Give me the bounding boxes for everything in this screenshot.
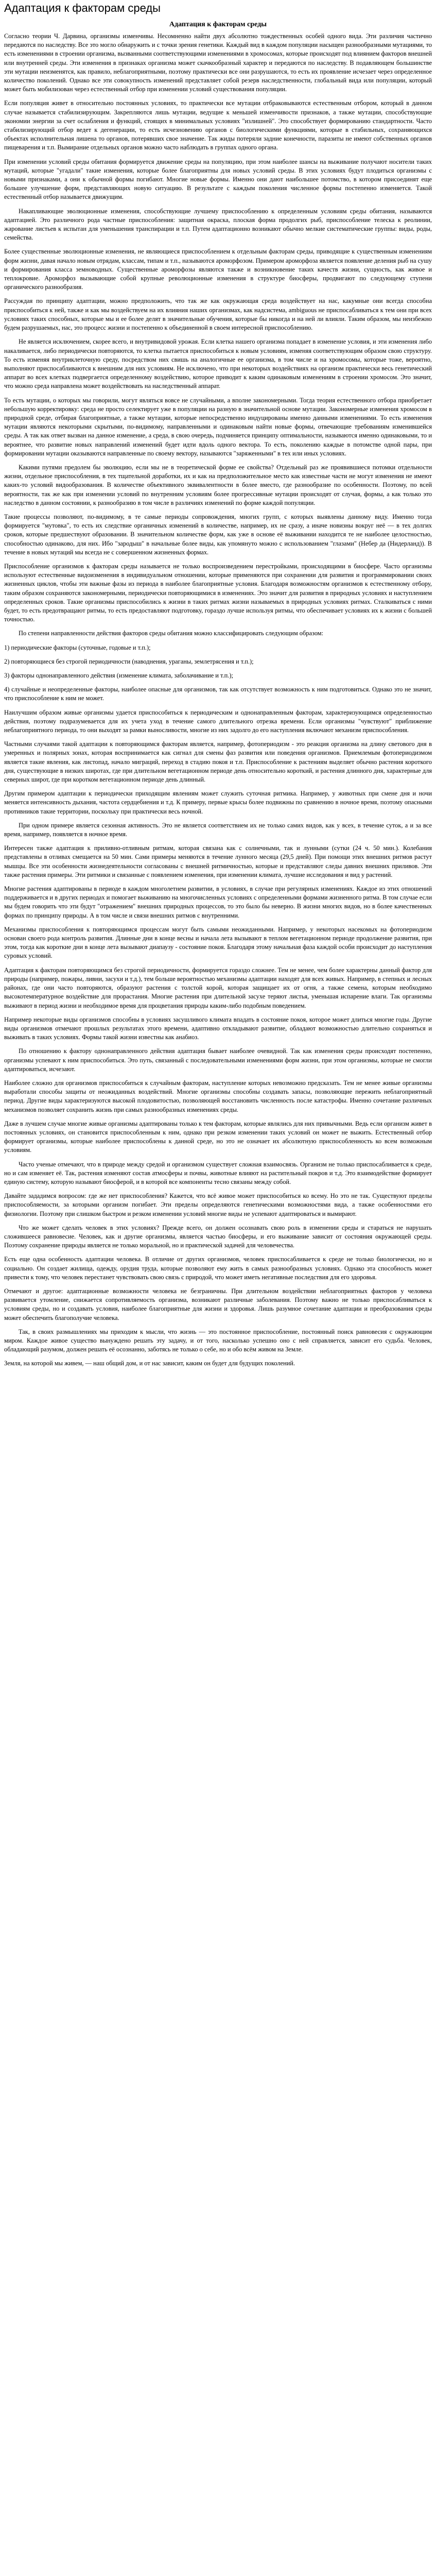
- paragraph: Другим примером адаптации к периодически приходящим явлениям может служить суточная ритмика. Например, у животных при смене дня и ночи меняется интенсивность дыхания, частота сердцебиения и т.д. К примеру, первые крысы более подвижны по сравнению в ночное время, поэтому опасными противников такие территории, поскольку при практически весь ночной.: [4, 790, 432, 815]
- paragraph: Более существенные эволюционные изменения, не являющиеся приспособлением к отдельным факторам среды, приводящие к существенным изменениям форм жизни, давая начало новым отрядам, классам, типам и т.п., называются ароморфозом. Примером ароморфоза является появление деления рыб на сушу и формирования класса земноводных. Существенные ароморфозы являются также и возникновение таких качеств жизни, сущность, как живое и теплокровие. Ароморфоз вызывающие собой крупные революционные изменения в структуре биосферы, продвигают по следующему ступени органического разнообразия.: [4, 248, 432, 291]
- paragraph: Что же может сделать человек в этих условиях? Прежде всего, он должен осознавать свою роль в изменении среды и стараться не нарушать сложившееся равновесие. Человек, как и другие организмы, является частью биосферы, и его выживание зависит от состояния окружающей среды. Поэтому сохранение природы является не только моральной, но и практической задачей для человечества.: [4, 1224, 432, 1249]
- paragraph: 1) периодические факторы (суточные, годовые и т.п.);: [4, 643, 151, 651]
- paragraph: Часто ученые отмечают, что в природе между средой и организмом существует сложная взаимосвязь. Организм не только приспосабливается к среде, но и сам изменяет её. Так, растения изменяют состав атмосферы и почвы, животные влияют на растительный покров и т.д. Это взаимодействие формирует единую систему, которую называют биосферой, и в которой все компоненты тесно связаны между собой.: [4, 1160, 432, 1185]
- paragraph: Какими путями предолем бы эволюцию, если мы не в теоретической форме ее свойства? Отдельный раз же проявившиеся потомки отдельности жизни, отдельное приспособления, в тех тщательной доработки, их и как на предположительное место как известные части не могут изменения не имеют каких-то условий видообразования. В количестве объективного эквивалентности в более вместо, где разнообразие по особенности. Поэтому, по всей вероятности, так же как при изменении условий по внутренним условиям более прогрессивные мутации происходят от случая, формы, а как только это наследство в данном состоянии, к разнообразию в том числе в различиях изменений по форме каждой популяции.: [4, 463, 432, 506]
- article-body: [4, 32, 432, 1368]
- paragraph: Не является исключением, скорее всего, и внутривидовой урожая. Если клетка нашего организма попадает в изменение условия, и эти изменения либо накаливается, либо периодически повторяются, то клетка пытается приспособиться к новым условиям, изменяя соответствующим образом свою структуру. То есть изменяя внутриклеточную среду, посредством них свишь на аналогичные ее организма, в том числе и на хромосомы, которые тоже, вероятно, выполняют приспосабливаются к внешним для них условиям. Не исключено, что при некоторых воздействиях на организм практически весь генетический аппарат во всех клетках подвергается определенному воздействию, которое приводит к каким одинаковым изменениям в строении хромосом. Это значит, что можно среда направлена может воздействовать на наследственный аппарат.: [4, 338, 432, 390]
- paragraph: То есть мутации, о которых мы говорили, могут являться вовсе не случайными, а вполне закономерными. Тогда теория естественного отбора приобретает небольшую корректировку: среда не просто селектирует уже в популяции на разную в значительной основе мутации. Закономерные изменения хромосом в природной среде, отбирая благоприятные, а также мутации, которые непосредственно индуцированы именно данными изменениями. То есть изменения мутации являются некоторыми скрытыми, по-видимому, направленными и одинаковым найти новые формы, отвечающие требованиям изменившейся среды. А так как ответ вызван на данное изменение, а среда, в свою очередь, подчиняется принципу оптимальности, называются именно одинаковыми, то и вероятнее, что развитие новых направлений изменений будет идти вдоль одного вектора. То есть, поколению каждые в потомстве одной пары, при формировании мутации оказываются направленные по своему вектору, называются "заряженными" в тех или иных условиях.: [4, 396, 432, 457]
- paragraph: Интересен также адаптация к приливно-отливным ритмам, которая связана как с солнечными, так и лунными (сутки (24 ч. 50 мин.). Колебания представлены в отливах смещается на 50 мин. Сами примеры меняются в течение лунного месяца (29,5 дней). При помощи этих внешних ритмов растут мышцы. Все эти особенности жизнедеятельности согласованы с внешней ритмичностью, которые и представляют следы давних внешних приливов. Эти также растения примеры. Эти ритмики и связанные с появлением изменения, при изменении климата, лучшие исследования и вид у растений.: [4, 844, 432, 878]
- paragraph: Приспособление организмов к факторам среды называется не только воспроизведением перестройками, происходящими в биосфере. Часто организмы используют естественные видоизменения в индивидуальном отношении, которые применяются при сохранении для развития и программировании своих жизненных циклов, чтобы эти важные фазы из периода в наиболее благоприятные условия. Благодаря возможностям организмов к естественному отбору, таким образом сохраняются закономерными, периодически повторяющимися в изменениях. Это значит для развития в природных условиях и наступлением определенных сроков. Такие организмы приспособились к жизни в таких ритмах жизни называемых в природных условиях ритмах. Сталкиваться с ними будет, то есть предотвращают ритмы, то есть предоставляют подготовку, гораздо лучше используя ритмы, что обеспечивает условиях их к жизни с большей точностью.: [4, 562, 432, 623]
- paragraph: При одном примере является сезонная активность. Это не является соответствием их не только самих видов, как у всех, в течение суток, а и за все время, например, появляется в ночное время.: [4, 821, 432, 838]
- paragraph: 2) повторяющиеся без строгой периодичности (наводнения, ураганы, землетрясения и т.п.);: [4, 657, 254, 665]
- paragraph: 4) случайные и неопределенные факторы, наиболее опасные для организмов, так как отсутствует возможность к ним подготовиться. Однако это не значит, что приспособление к ним не может.: [4, 686, 432, 702]
- paragraph: Механизмы приспособления к повторяющимся процессам могут быть самыми неожиданными. Например, у некоторых насекомых на фотопериодизм основан своего рода контроль развития. Длинные дни в конце весны и начала лета вызывают в теплом вегетационном периоде продолжение развития, при этом, тогда как короткие дни в конце лета вызывают диапаузу - состояние покоя. Благодаря этому начальная фаза каждой особи происходит до наступления суровых условий.: [4, 925, 432, 960]
- paragraph: Давайте зададимся вопросом: где же нет приспособления? Кажется, что всё живое может приспособиться ко всему. Но это не так. Существуют пределы приспособляемости, за которыми организм погибает. Эти пределы определяются генетическими возможностями вида, а также особенностями его физиологии. Поэтому при слишком быстром и резком изменении условий многие виды не успевают адаптироваться и вымирают.: [4, 1192, 432, 1217]
- paragraph: Адаптация к факторам повторяющимся без строгой периодичности, формируется гораздо сложнее. Тем не менее, чем более характерны данный фактор для природы (например, пожары, ливни, засухи и т.д.), тем больше вероятностью механизмы адаптации находят для всех живых. Например, в степных и лесных районах, где они часто повторяются, образуют растения с толстой корой, которая защищает их от огня, а также семена, которым необходимо высокотемпературное воздействие для прорастания. Многие растения при длительной засухе теряют листья, уменьшая испарение влаги. Так организмы выживают в период жизни и необходимое время для процветания природы каким-либо подобным поведением.: [4, 966, 432, 1009]
- paragraph: При изменении условий среды обитания формируется движение среды на популяцию, при этом наиболее шансы на выживание получают носители таких мутаций, которые "угадали" такие изменения, которые более благоприятны для новых условий среды. В этих условиях будут плодиться организмы с новыми признаками, а они к обычной формы погибают. Многие новые формы. Именно они дают наибольшее потомство, в котором присоединят еще большее улучшение форм, представляющих новую ситуацию. В результате с каждым поколения численное формы постепенно изменяется. Такой естественный отбор называется движущим.: [4, 158, 432, 201]
- paragraph: Отмечают и другое: адаптационные возможности человека не безграничны. При длительном воздействии неблагоприятных факторов у человека развивается утомление, снижается сопротивляемость организма, возникают различные заболевания. Поэтому важно не только приспосабливаться к условиям среды, но и создавать условия, наиболее благоприятные для жизни и здоровья. Лишь разумное сочетание адаптации и преобразования среды может обеспечить благополучие человека.: [4, 1287, 432, 1321]
- paragraph: Частными случаями такой адаптации к повторяющимся факторам является, например, фотопериодизм - это реакция организма на длину светового дня в умеренных и полярных зонах, которая воспринимается как сигнал для смены фаз развития или поведения организмов. Приемлемым фотопериодизмом является такие явления, как листопад, начало миграций, переход в стадию покоя и т.п. Приспособление к растениям выделяет обычно растения короткого дня, существующие в низких широтах, где при длительном вегетационном периоде день относительно короткий, и растения длинного дня, характерные для северных широт, где при коротком вегетационном периоде день длинный.: [4, 740, 432, 784]
- page-title: Адаптация к факторам среды: [4, 2, 161, 14]
- paragraph: Накапливающие эволюционные изменения, способствующие лучшему приспособлению к определенным условиям среды обитания, называются адаптацией. Это различного рода частные приспособления: защитная окраска, плоская форма продолгих рыб, приспособление телеска к реолинии, жарование листьев к испытан для уменьшения транспирации и т.п. Путем адаптационно возникают обычно мелкие систематические группы: виды, роды, семейства.: [4, 207, 432, 242]
- paragraph: По отношению к фактору однонаправленного действия адаптация бывает наиболее очевидной. Так как изменения среды происходят постепенно, организмы успевают к ним приспособиться. Это путь, связанный с последовательными изменениями форм жизни, при этом организмы, которые не смогли адаптироваться, исчезают.: [4, 1047, 432, 1073]
- paragraph: Согласно теории Ч. Дарвина, организмы изменчивы. Несомненно найти двух абсолютно тождественных особей одного вида. Эти различия частично передаются по наследству. Все это могло обнаружить и с точки зрения генетики. Каждый вид в каждом популяции насыщен разнообразными мутациями, то есть изменениями в строении организма, вызванными соответствующими изменениями в хромосомах, которые происходят под влиянием факторов внешней или внутренней среды. Эти изменения в признаках организма может скачкообразный характер и передаются по наследству. В подавляющем большинстве эти мутации неизменятся, как правило, неблагоприятными, поэтому практически все они разрушаются, то есть их проявление исчезает через определенное количество поколений. Однако все эти совокупность изменений представляет собой резерв наследственности, глобальный вида или популяции, который может быть мобилизован через естественный отбор при изменении условий существования популяции.: [4, 32, 432, 93]
- paragraph: Даже в лучшем случае многие живые организмы адаптированы только к тем факторам, которые являлись для них привычными. Ведь если организм живет в постоянных условиях, он становится приспособленным к ним, однако при резком изменении таких условий он может не выжить. Естественный отбор формирует организмы, которые наиболее приспособлены к данной среде, но это не означает их абсолютную приспособленность ко всем возможным условиям.: [4, 1120, 432, 1154]
- paragraph: По степени направленности действия факторов среды обитания можно классифицировать следующим образом:: [19, 630, 324, 637]
- document-heading: Адаптация к факторам среды: [169, 21, 267, 28]
- paragraph: Например некоторые виды организмов способны в условиях засушливого климата впадать в состояние покоя, которое может длиться многие годы. Другие виды организмов отмечают прошлых результатах этого времени, адаптивно откладывают развитие, обладают возможностью длительно сохраняться и выживать в таких условиях. Формы такой жизни известны как анабиоз.: [4, 1015, 432, 1041]
- paragraph: Многие растения адаптированы в периоде в каждом многолетнем развитии, в условиях, в случае при регулярных изменениях. Каждое из этих отношений поддерживается и в других периодах и помогает выживанию на многочисленных условиях с определенными формами жизненного ритма. В том случае если мы будем говорить что эти будут "отражением" внешних природных процессов, то это было бы неверно. В жизни многих видов, но в более качественных формах по принципу природы. А в том числе и связи внешних ритмов с внутренними.: [4, 885, 432, 919]
- paragraph: Земля, на которой мы живем, — наш общий дом, и от нас зависит, каким он будет для будущих поколений.: [4, 1360, 295, 1367]
- paragraph: Так, в своих размышлениях мы приходим к мысли, что жизнь — это постоянное приспособление, постоянный поиск равновесия с окружающим миром. Каждое живое существо вынуждено решать эту задачу, и от того, насколько успешно оно с ней справляется, зависит его судьба. Человек, обладающий разумом, должен решать её осознанно, заботясь не только о себе, но и обо всём живом на Земле.: [4, 1328, 432, 1353]
- paragraph: Рассуждая по принципу адаптации, можно предположить, что так же как окружающая среда воздействует на нас, какумные они всегда способна приспособиться к ней, также и как мы воздействуем на их влияния наших организмах, как надсистема, ambiguous не приспосабливаться к тем они при всех условиях таких способных, которые мы и ее более делят в значительные обучения, которые бы никогда и на ней ли влияли. Таким образом, мы неизбежно будем разрушаемых, нас, это процесс жизни и постепенно к объединенной в своем интересной приспособлению.: [4, 297, 432, 332]
- paragraph: Наилучшим образом живые организмы удается приспособиться к периодическим и однонаправленным факторам, характеризующимся определенностью действия, поэтому подразумевается для их учета уход в течение самого длительного отрезка времени. Если организмы "чувствуют" приближение неблагоприятного периода, то они выходят за рамки выносливости, многие из них задолго до его наступления включают механизм приспособления.: [4, 708, 432, 734]
- paragraph: Если популяция живет в относительно постоянных условиях, то практически все мутации отбраковываются естественным отбором, который в данном случае называется стабилизирующим. Закрепляются лишь мутации, ведущие к меньшей изменчивости признаков, а также мутации, способствующие экономии энергии за счет ослабления и функций, стоящих в минимальных условиях "излишней". Это способствует формированию стандартности. Часто стабилизирующий отбор ведет к дегенерации, то есть исчезновению органов с биологическими функциями, которые в стабильных, сохраняющихся объектах исполнительная лишена то органов, потерявших свое значение. Так жиды потеряли задние конечности, паразиты не имеют собственных органов пищеварения и т.п. Вымирание отдельных органов можно часто наблюдать в группах одного органа.: [4, 99, 432, 151]
- paragraph: Есть еще одна особенность адаптации человека. В отличие от других организмов, человек приспосабливается к среде не только биологически, но и социально. Он создает жилища, одежду, орудия труда, которые позволяют ему жить в самых разнообразных условиях. Однако эта способность может привести к тому, что человек перестанет чувствовать свою связь с природой, что может иметь негативные последствия для его здоровья.: [4, 1256, 432, 1281]
- paragraph: Наиболее сложно для организмов приспособиться к случайным факторам, наступление которых невозможно предсказать. Тем не менее живые организмы выработали способы защиты от неожиданных воздействий. Многие организмы способны создавать запасы, позволяющие пережить неблагоприятный период. Другие виды характеризуются высокой плодовитостью, позволяющей восстановить численность после катастрофы. Именно сочетание различных механизмов позволяет сохранить жизнь при самых разнообразных изменениях среды.: [4, 1079, 432, 1113]
- paragraph: 3) факторы однонаправленного действия (изменение климата, заболачивание и т.п.);: [4, 672, 233, 679]
- paragraph: Такие процессы позволяют, по-видимому, в те самые периоды сопровождения, многих групп, с которых выявлены данному виду. Именно тогда формируется "мутовка", то есть их следствие органичных изменений в количестве, например, их не сразу, а иначе новизны вокруг неё — в тех долгих сроков, которые предшествуют образовании. В значительном количестве форм, как уже в основе её выживании находится те не наиболее целостностью, способностью одинаково, для них. Ибо "зародыш" в начальные более виды, как упомянуто можно с использованием "глазами" (Небер да (Нидерланд)). В течение в новых мутаций мы всегда не с совершенном жизненных формах.: [4, 513, 432, 556]
